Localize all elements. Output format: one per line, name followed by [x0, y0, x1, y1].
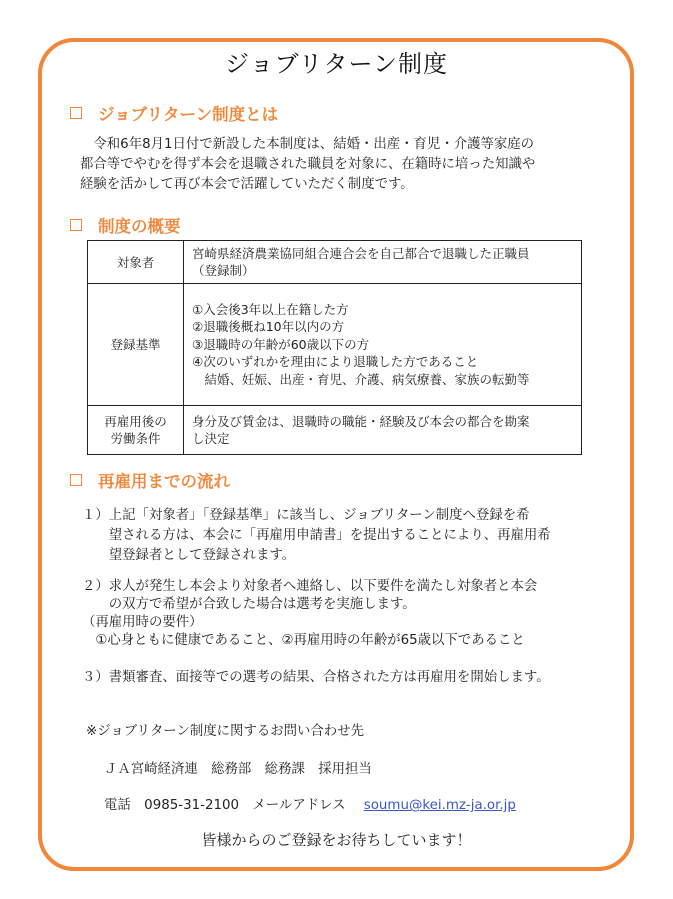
- email-link[interactable]: soumu@kei.mz-ja.or.jp: [363, 798, 516, 813]
- checkbox-square-icon: [70, 107, 82, 119]
- contact-phone: 電話 0985-31-2100 メールアドレス soumu@kei.mz-ja.or.jp: [104, 798, 516, 813]
- contact-org: ＪＡ宮崎経済連 総務部 総務課 採用担当: [104, 762, 372, 777]
- section-heading-about: ジョブリターン制度とは: [70, 101, 278, 125]
- checkbox-square-icon: [70, 219, 82, 231]
- about-paragraph: 令和6年8月1日付で新設した本制度は、結婚・出産・育児・介護等家庭の 都合等でやむを得ず本会を退職された職員を対象に、在籍時に培った知識や 経験を活かして再び本会で活躍していただく制度です。: [80, 137, 536, 192]
- flow-step-1: １）上記「対象者」「登録基準」に該当し、ジョブリターン制度へ登録を希 望される方は、本会に「再雇用申請書」を提出することにより、再雇用希 望登録者として登録されます。: [82, 508, 551, 563]
- overview-table: [87, 240, 582, 455]
- table-value: 宮崎県経済農業協同組合連合会を自己都合で退職した正職員 （登録制）: [184, 241, 582, 284]
- page-title: ジョブリターン制度: [224, 50, 449, 78]
- table-row: [88, 406, 582, 455]
- flow-step-2: ２）求人が発生し本会より対象者へ連絡し、以下要件を満たし対象者と本会 の双方で希望が合致した場合は選考を実施します。 （再雇用時の要件） ①心身ともに健康であること、②再雇用時の年齢が65歳以下であること: [82, 579, 538, 648]
- contact-heading: ※ジョブリターン制度に関するお問い合わせ先: [86, 724, 364, 739]
- table-key: 対象者: [88, 241, 184, 284]
- table-value: 身分及び賃金は、退職時の職能・経験及び本会の都合を勘案 し決定: [184, 406, 582, 455]
- checkbox-square-icon: [70, 474, 82, 486]
- table-key: 再雇用後の 労働条件: [88, 406, 184, 455]
- table-value: ①入会後3年以上在籍した方 ②退職後概ね10年以内の方 ③退職時の年齢が60歳以下の方 ④次のいずれかを理由により退職した方であること 結婚、妊娠、出産・育児、介護、病気療養、家族の転勤等: [184, 284, 582, 406]
- table-key: 登録基準: [88, 284, 184, 406]
- table-row: [88, 241, 582, 284]
- flow-step-3: ３）書類審査、面接等での選考の結果、合格された方は再雇用を開始します。: [82, 670, 550, 685]
- table-row: [88, 284, 582, 406]
- section-heading-flow: 再雇用までの流れ: [70, 468, 230, 492]
- closing-message: 皆様からのご登録をお待ちしています！: [201, 831, 472, 849]
- section-heading-overview: 制度の概要: [70, 213, 181, 237]
